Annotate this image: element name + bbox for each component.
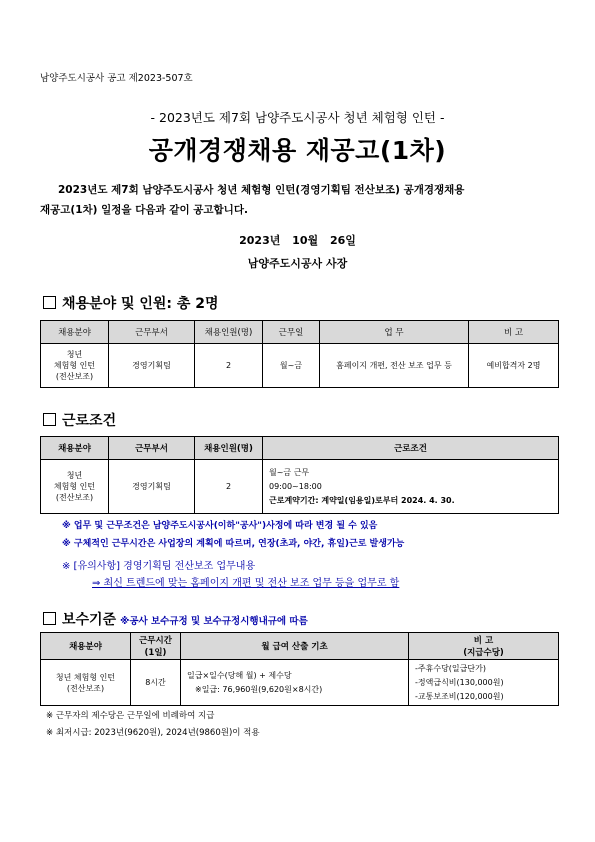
notice-date: 2023년 10월 26일 [239,234,356,247]
dept-cell: 경영기획팀 [109,460,195,514]
header-line: 비 고 [473,636,494,646]
contract-period: 근로계약기간: 계약일(임용일)로부터 2024. 4. 30. [269,495,455,505]
header-cell: 채용분야 [41,437,109,460]
notice-subtitle: - 2023년도 제7회 남양주도시공사 청년 체험형 인턴 - [150,110,445,125]
field-cell [41,460,109,514]
header-cell: 근무일 [263,321,320,344]
intro-line-1: 2023년도 제7회 남양주도시공사 청년 체험형 인턴(경영기획팀 전산보조) 공개경쟁채용 [58,184,465,196]
header-cell: 근무부서 [109,437,195,460]
field-cell [41,660,131,706]
table-row [41,460,559,514]
header-cell: 채용인원(명) [195,321,263,344]
header-cell [131,633,181,660]
remark-cell: 예비합격자 2명 [469,344,559,388]
header-cell: 근무부서 [109,321,195,344]
field-line: (전산보조) [66,683,105,693]
table-header-row [41,633,559,660]
header-line: (지급수당) [463,648,504,658]
intro-line-2: 재공고(1차) 일정을 다음과 같이 공고합니다. [40,204,248,216]
notice-title: 공개경쟁채용 재공고(1차) [148,136,447,165]
header-cell: 채용분야 [41,321,109,344]
notice-number: 남양주도시공사 공고 제2023-507호 [40,73,193,84]
field-line: 체험형 인턴 [53,482,96,491]
allowance-line: -정액급식비(130,000원) [415,677,504,687]
footnote-1: ※ 근무자의 제수당은 근무일에 비례하여 지급 [46,711,215,721]
hours-cell: 8시간 [131,660,181,706]
condition-line: 월~금 근무 [269,467,310,477]
field-line: (전산보조) [55,493,94,502]
condition-note-1: ※ 업무 및 근무조건은 남양주도시공사(이하"공사")사정에 따라 변경 될 수 있음 [62,521,378,531]
header-line: 근무시간 [139,636,172,646]
section-conditions-heading [43,410,116,430]
count-cell: 2 [195,460,263,514]
header-cell: 비 고 [469,321,559,344]
recruitment-table [40,320,559,388]
checkbox-square-icon [43,296,56,309]
field-line: 청년 [66,471,83,480]
header-cell [409,633,559,660]
section-title: 채용분야 및 인원: 총 2명 [62,296,219,312]
section-title: 보수기준 [62,612,117,628]
condition-note-2: ※ 구체적인 근무시간은 사업장의 계획에 따르며, 연장(초과, 야간, 휴일)근로 발생가능 [62,539,405,549]
header-cell: 채용인원(명) [195,437,263,460]
table-header-row [41,321,559,344]
header-line: (1일) [144,648,167,658]
field-line: 청년 체험형 인턴 [55,672,116,682]
daily-wage-line: ※일급: 76,960원(9,620원×8시간) [195,684,323,694]
pay-table [40,632,559,706]
caution-note: ※ [유의사항] 경영기획팀 전산보조 업무내용 [62,561,256,572]
section-recruitment-heading [43,293,219,313]
section-title: 근로조건 [62,413,117,429]
checkbox-square-icon [43,413,56,426]
field-line: 체험형 인턴 [53,361,96,370]
table-row [41,660,559,706]
pay-regulation-note: ※공사 보수규정 및 보수규정시행내규에 따름 [120,616,308,627]
header-cell: 채용분야 [41,633,131,660]
conditions-cell [263,460,559,514]
count-cell: 2 [195,344,263,388]
field-line: 청년 [66,350,83,359]
field-line: (전산보조) [55,372,94,381]
pay-basis-cell [181,660,409,706]
allowance-line: -주휴수당(일급단가) [415,663,486,673]
header-cell: 업 무 [320,321,469,344]
dept-cell: 경영기획팀 [109,344,195,388]
condition-line: 09:00~18:00 [269,481,322,491]
field-cell [41,344,109,388]
header-cell: 근로조건 [263,437,559,460]
issuer: 남양주도시공사 사장 [247,257,348,270]
section-pay-heading [43,609,308,629]
conditions-table [40,436,559,514]
intro-paragraph [40,180,560,220]
header-cell: 월 급여 산출 기초 [181,633,409,660]
task-description: ⇒ 최신 트렌드에 맞는 홈페이지 개편 및 전산 보조 업무 등을 업무로 함 [92,578,400,589]
days-cell: 월~금 [263,344,320,388]
allowance-cell [409,660,559,706]
task-cell: 홈페이지 개편, 전산 보조 업무 등 [320,344,469,388]
footnote-2: ※ 최저시급: 2023년(9620원), 2024년(9860원)이 적용 [46,728,260,738]
table-header-row [41,437,559,460]
checkbox-square-icon [43,612,56,625]
allowance-line: -교통보조비(120,000원) [415,691,504,701]
table-row [41,344,559,388]
pay-basis-line: 일급×일수(당해 월) + 제수당 [187,670,292,680]
